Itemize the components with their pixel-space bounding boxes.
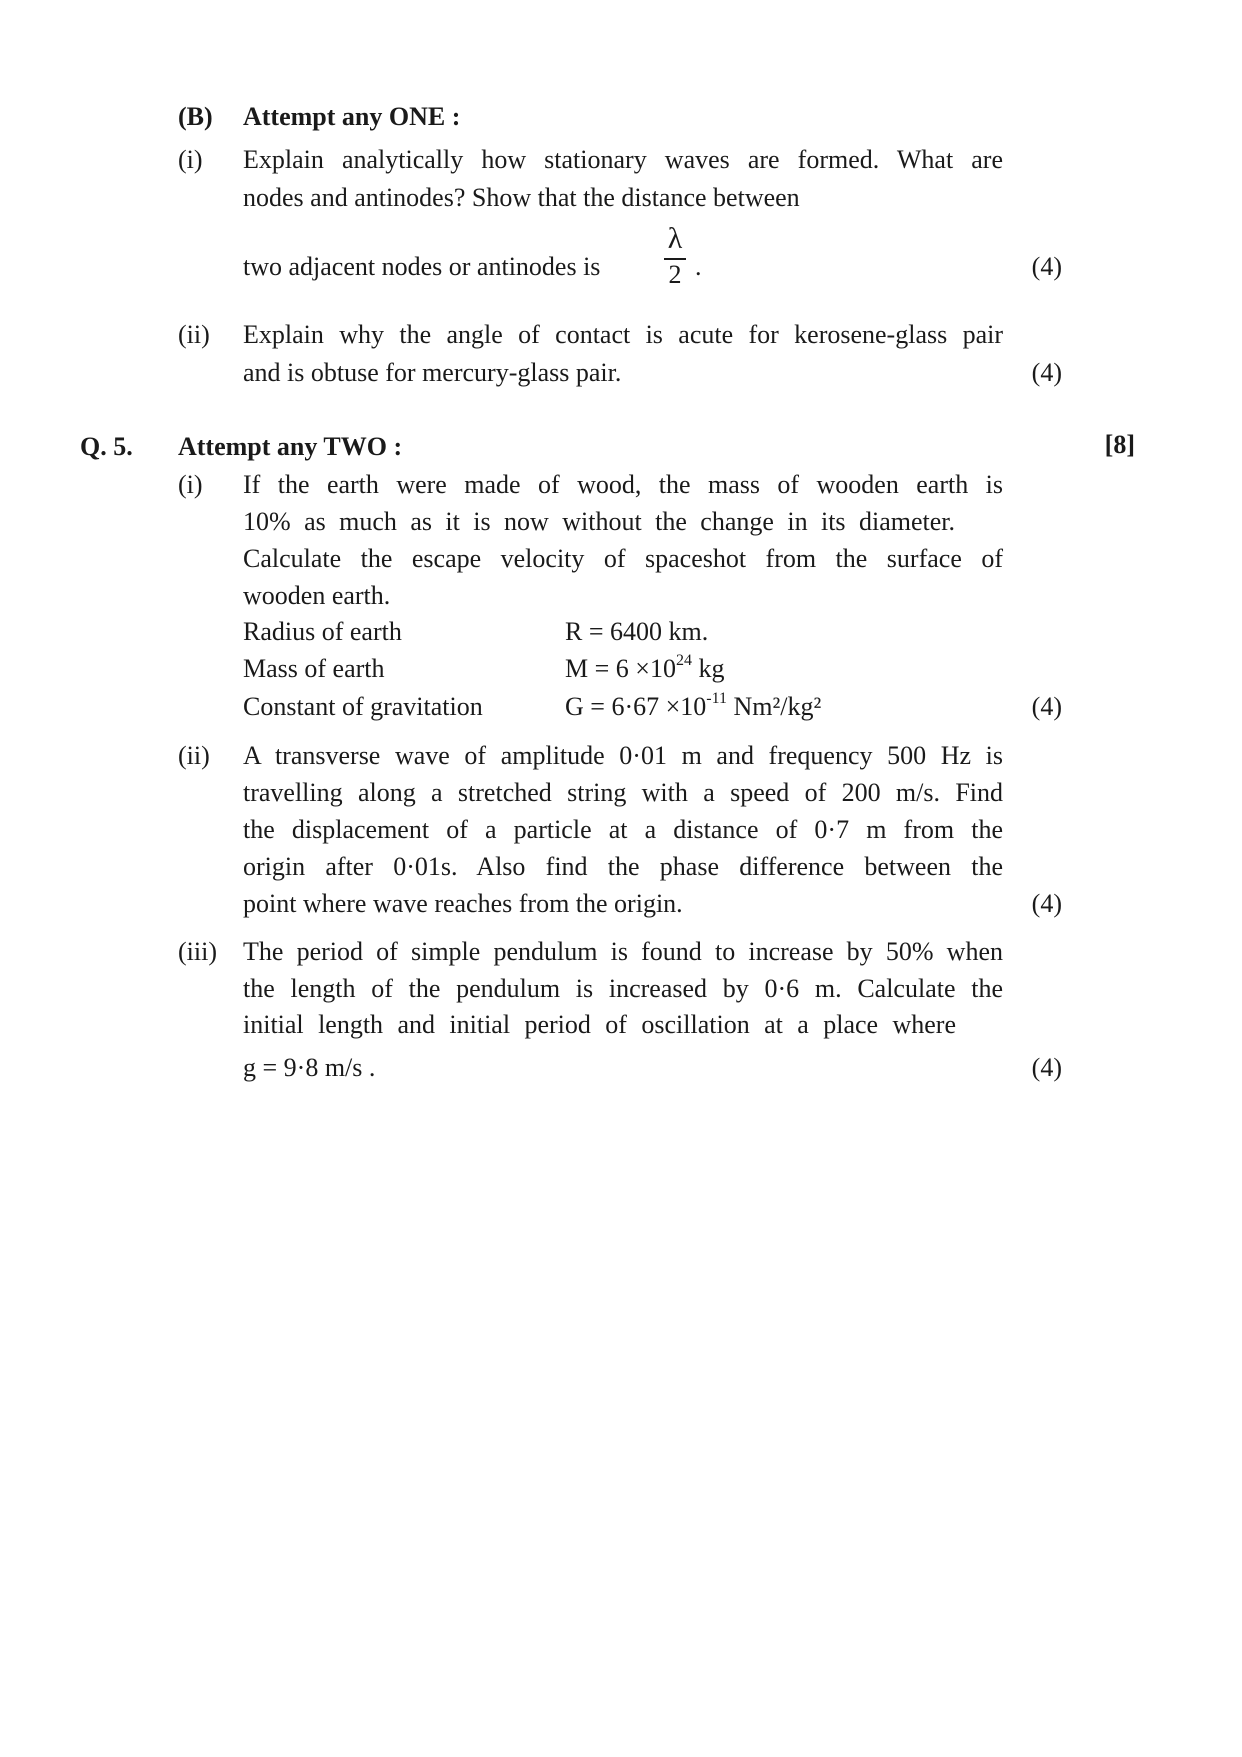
question-b-ii-label: (ii) bbox=[178, 320, 210, 349]
question-5-i-line4: wooden earth. bbox=[243, 581, 391, 610]
question-5-number: Q. 5. bbox=[80, 432, 133, 461]
question-5-ii-line2: travelling along a stretched string with a speed of 200 m/s. Find bbox=[243, 778, 1003, 807]
question-b-i-line1: Explain analytically how stationary waves are formed. What are bbox=[243, 145, 1003, 174]
given-mass-name: Mass of earth bbox=[243, 654, 385, 683]
question-b-ii-line1: Explain why the angle of contact is acute for kerosene-glass pair bbox=[243, 320, 1003, 349]
question-5-i-marks: (4) bbox=[1031, 692, 1062, 721]
given-gravitation-value-text: G = 6·67 ×10 bbox=[565, 692, 707, 721]
given-mass-value-text: M = 6 ×10 bbox=[565, 654, 676, 683]
question-5-iii-line1: The period of simple pendulum is found to increase by 50% when bbox=[243, 937, 1003, 966]
question-5-iii-marks: (4) bbox=[1031, 1053, 1062, 1082]
question-b-i-marks: (4) bbox=[1031, 252, 1062, 281]
question-5-i-line3: Calculate the escape velocity of spaceshot from the surface of bbox=[243, 544, 1003, 573]
question-b-i-line3: two adjacent nodes or antinodes is bbox=[243, 252, 601, 281]
given-gravitation-exponent: -11 bbox=[706, 690, 727, 707]
given-gravitation-unit: Nm²/kg² bbox=[727, 692, 822, 721]
fraction-numerator: λ bbox=[667, 222, 683, 255]
question-5-ii-label: (ii) bbox=[178, 741, 210, 770]
question-b-i-label: (i) bbox=[178, 145, 203, 174]
section-b-heading: Attempt any ONE : bbox=[243, 102, 461, 131]
question-5-ii-line5: point where wave reaches from the origin. bbox=[243, 889, 683, 918]
given-mass-unit: kg bbox=[691, 654, 725, 683]
given-radius-value-text: R = 6400 km. bbox=[565, 617, 709, 646]
given-mass-exponent: 24 bbox=[675, 652, 692, 669]
fraction-period: . bbox=[695, 252, 702, 281]
question-5-i-line1: If the earth were made of wood, the mass of wooden earth is bbox=[243, 470, 1003, 499]
question-5-heading: Attempt any TWO : bbox=[178, 432, 403, 461]
question-5-i-line2: 10% as much as it is now without the change in its diameter. bbox=[243, 507, 955, 536]
given-radius-value bbox=[565, 611, 708, 652]
question-5-i-label: (i) bbox=[178, 470, 203, 499]
fraction-denominator: 2 bbox=[668, 260, 682, 289]
question-5-ii-line3: the displacement of a particle at a distance of 0·7 m from the bbox=[243, 815, 1003, 844]
question-5-iii-line4: g = 9·8 m/s . bbox=[243, 1053, 376, 1082]
question-b-ii-marks: (4) bbox=[1031, 358, 1062, 387]
question-5-ii-line1: A transverse wave of amplitude 0·01 m and frequency 500 Hz is bbox=[243, 741, 1003, 770]
lambda-over-two-fraction bbox=[660, 222, 690, 290]
given-gravitation-value bbox=[565, 686, 821, 727]
given-radius-name: Radius of earth bbox=[243, 617, 402, 646]
question-b-ii-line2: and is obtuse for mercury-glass pair. bbox=[243, 358, 622, 387]
question-5-ii-line4: origin after 0·01s. Also find the phase difference between the bbox=[243, 852, 1003, 881]
question-5-iii-label: (iii) bbox=[178, 937, 217, 966]
question-5-ii-marks: (4) bbox=[1031, 889, 1062, 918]
question-b-i-line2: nodes and antinodes? Show that the distance between bbox=[243, 183, 800, 212]
question-5-iii-line3: initial length and initial period of oscillation at a place where bbox=[243, 1010, 956, 1039]
section-b-label: (B) bbox=[178, 102, 213, 131]
given-mass-value bbox=[565, 648, 724, 689]
question-5-iii-line2: the length of the pendulum is increased by 0·6 m. Calculate the bbox=[243, 974, 1003, 1003]
question-5-total-marks: [8] bbox=[1104, 430, 1135, 459]
given-gravitation-name: Constant of gravitation bbox=[243, 692, 483, 721]
